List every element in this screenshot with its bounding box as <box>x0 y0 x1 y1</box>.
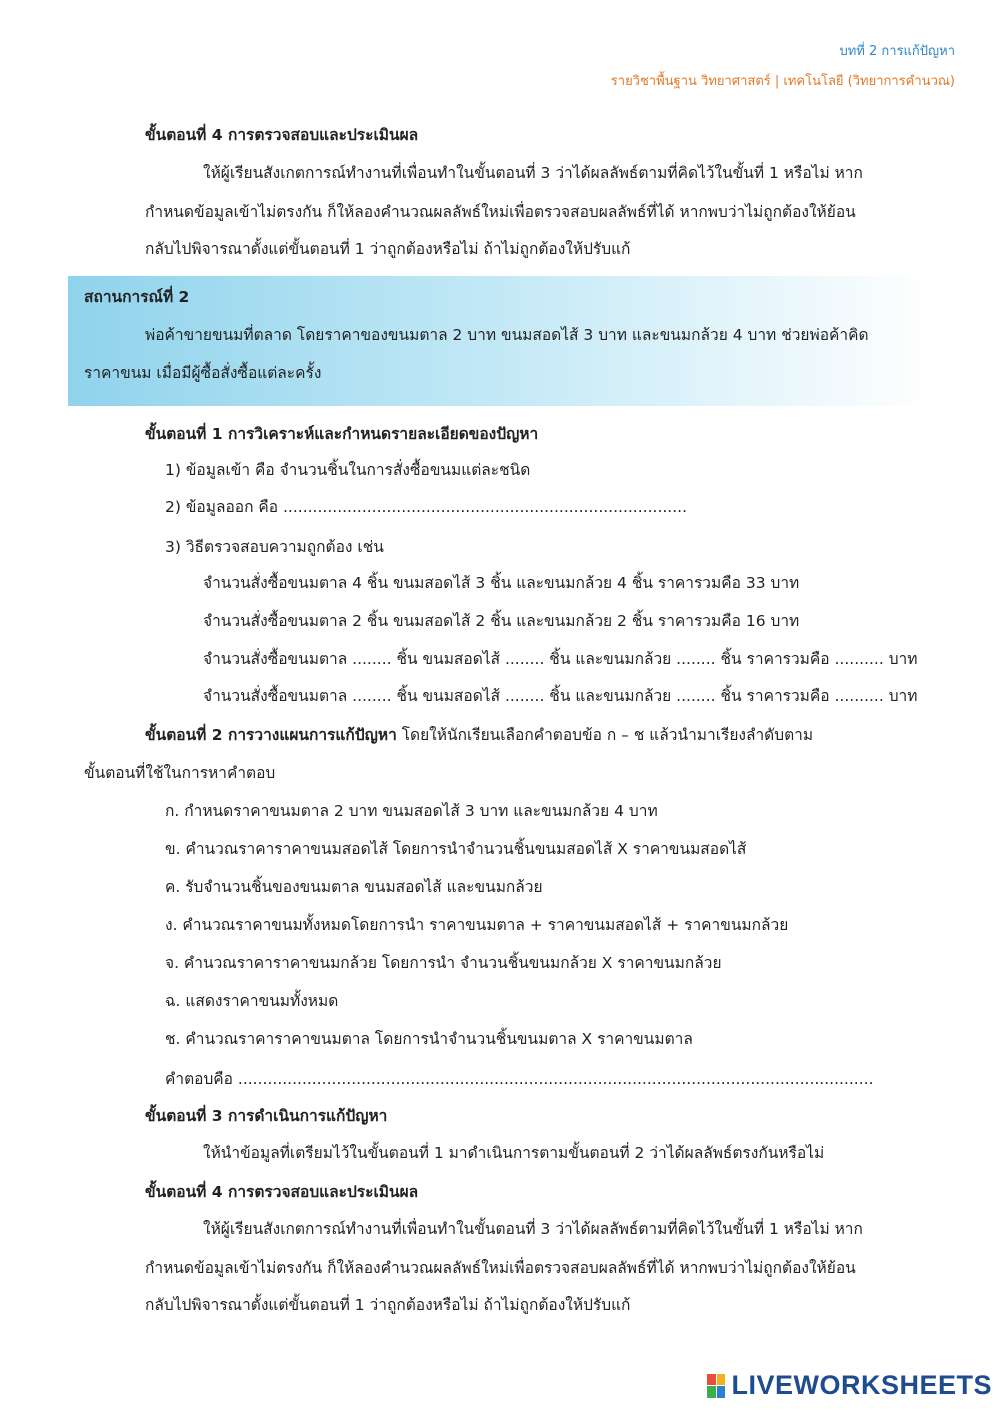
logo-square-red <box>707 1374 716 1386</box>
step2-answer-blank[interactable]: ................................................................................................................................. <box>237 1070 874 1088</box>
step2-answer-label: คำตอบคือ <box>165 1070 233 1088</box>
step1-example3[interactable]: จำนวนสั่งซื้อขนมตาล ........ ชิ้น ขนมสอดไส้ ........ ชิ้น และขนมกล้วย ........ ชิ้น ราคารวมคือ .......... บาท <box>203 650 918 668</box>
step3-title: ขั้นตอนที่ 3 การดำเนินการแก้ปัญหา <box>145 1107 388 1125</box>
step2-option-kho: ข. คำนวณราคาราคาขนมสอดไส้ โดยการนำจำนวนชิ้นขนมสอดไส้ X ราคาขนมสอดไส้ <box>165 840 747 858</box>
step2-instruction: โดยให้นักเรียนเลือกคำตอบข้อ ก – ช แล้วนำมาเรียงลำดับตาม <box>396 726 814 744</box>
situation-line2: ราคาขนม เมื่อมีผู้ซื้อสั่งซื้อแต่ละครั้ง <box>84 364 322 382</box>
situation-title: สถานการณ์ที่ 2 <box>84 288 190 306</box>
step1-item3: 3) วิธีตรวจสอบความถูกต้อง เช่น <box>165 538 384 556</box>
situation-line1: พ่อค้าขายขนมที่ตลาด โดยราคาของขนมตาล 2 บาท ขนมสอดไส้ 3 บาท และขนมกล้วย 4 บาท ช่วยพ่อค้าคิด <box>145 326 869 344</box>
liveworksheets-logo[interactable] <box>707 1370 992 1401</box>
step2-heading <box>145 728 813 744</box>
step4-line1: ให้ผู้เรียนสังเกตการณ์ทำงานที่เพื่อนทำในขั้นตอนที่ 3 ว่าได้ผลลัพธ์ตามที่คิดไว้ในขั้นที่ 1 หรือไม่ หาก <box>203 1220 863 1238</box>
top-step4-title: ขั้นตอนที่ 4 การตรวจสอบและประเมินผล <box>145 126 419 144</box>
liveworksheets-logo-icon <box>707 1374 725 1398</box>
top-step4-line3: กลับไปพิจารณาตั้งแต่ขั้นตอนที่ 1 ว่าถูกต้องหรือไม่ ถ้าไม่ถูกต้องให้ปรับแก้ <box>145 240 631 258</box>
top-step4-line1: ให้ผู้เรียนสังเกตการณ์ทำงานที่เพื่อนทำในขั้นตอนที่ 3 ว่าได้ผลลัพธ์ตามที่คิดไว้ในขั้นที่ 1 หรือไม่ หาก <box>203 164 863 182</box>
step1-example2: จำนวนสั่งซื้อขนมตาล 2 ชิ้น ขนมสอดไส้ 2 ชิ้น และขนมกล้วย 2 ชิ้น ราคารวมคือ 16 บาท <box>203 612 800 630</box>
step2-answer-row <box>165 1072 874 1088</box>
step2-option-ko: ก. กำหนดราคาขนมตาล 2 บาท ขนมสอดไส้ 3 บาท และขนมกล้วย 4 บาท <box>165 802 658 820</box>
top-step4-line2: กำหนดข้อมูลเข้าไม่ตรงกัน ก็ให้ลองคำนวณผลลัพธ์ใหม่เพื่อตรวจสอบผลลัพธ์ที่ได้ หากพบว่าไม่ถูกต้องให้ย้อน <box>145 203 856 221</box>
step4-line2: กำหนดข้อมูลเข้าไม่ตรงกัน ก็ให้ลองคำนวณผลลัพธ์ใหม่เพื่อตรวจสอบผลลัพธ์ที่ได้ หากพบว่าไม่ถูกต้องให้ย้อน <box>145 1259 856 1277</box>
step1-example4[interactable]: จำนวนสั่งซื้อขนมตาล ........ ชิ้น ขนมสอดไส้ ........ ชิ้น และขนมกล้วย ........ ชิ้น ราคารวมคือ .......... บาท <box>203 687 918 705</box>
step2-option-chan: ฉ. แสดงราคาขนมทั้งหมด <box>165 992 339 1010</box>
step1-item1: 1) ข้อมูลเข้า คือ จำนวนชิ้นในการสั่งซื้อขนมแต่ละชนิด <box>165 461 531 479</box>
logo-square-green <box>707 1386 716 1398</box>
step2-option-cho: จ. คำนวณราคาราคาขนมกล้วย โดยการนำ จำนวนชิ้นขนมกล้วย X ราคาขนมกล้วย <box>165 954 722 972</box>
logo-square-yellow <box>717 1374 726 1386</box>
step1-item2[interactable]: 2) ข้อมูลออก คือ .................................................................................. <box>165 498 688 516</box>
logo-square-blue <box>717 1386 726 1398</box>
liveworksheets-logo-text: LIVEWORKSHEETS <box>731 1370 992 1400</box>
step4-title: ขั้นตอนที่ 4 การตรวจสอบและประเมินผล <box>145 1183 419 1201</box>
step1-title: ขั้นตอนที่ 1 การวิเคราะห์และกำหนดรายละเอียดของปัญหา <box>145 425 539 443</box>
step4-line3: กลับไปพิจารณาตั้งแต่ขั้นตอนที่ 1 ว่าถูกต้องหรือไม่ ถ้าไม่ถูกต้องให้ปรับแก้ <box>145 1296 631 1314</box>
step3-line1: ให้นำข้อมูลที่เตรียมไว้ในขั้นตอนที่ 1 มาดำเนินการตามขั้นตอนที่ 2 ว่าได้ผลลัพธ์ตรงกันหรือไม่ <box>203 1144 825 1162</box>
step2-option-chang: ช. คำนวณราคาราคาขนมตาล โดยการนำจำนวนชิ้นขนมตาล X ราคาขนมตาล <box>165 1030 693 1048</box>
step2-option-ngo: ง. คำนวณราคาขนมทั้งหมดโดยการนำ ราคาขนมตาล + ราคาขนมสอดไส้ + ราคาขนมกล้วย <box>165 916 789 934</box>
chapter-title: บทที่ 2 การแก้ปัญหา <box>839 44 955 59</box>
step1-example1: จำนวนสั่งซื้อขนมตาล 4 ชิ้น ขนมสอดไส้ 3 ชิ้น และขนมกล้วย 4 ชิ้น ราคารวมคือ 33 บาท <box>203 574 800 592</box>
course-title: รายวิชาพื้นฐาน วิทยาศาสตร์ | เทคโนโลยี (วิทยาการคำนวณ) <box>610 74 955 89</box>
step2-title: ขั้นตอนที่ 2 การวางแผนการแก้ปัญหา <box>145 726 397 744</box>
step2-instruction2: ขั้นตอนที่ใช้ในการหาคำตอบ <box>84 764 276 782</box>
step2-option-kho-khwai: ค. รับจำนวนชิ้นของขนมตาล ขนมสอดไส้ และขนมกล้วย <box>165 878 543 896</box>
